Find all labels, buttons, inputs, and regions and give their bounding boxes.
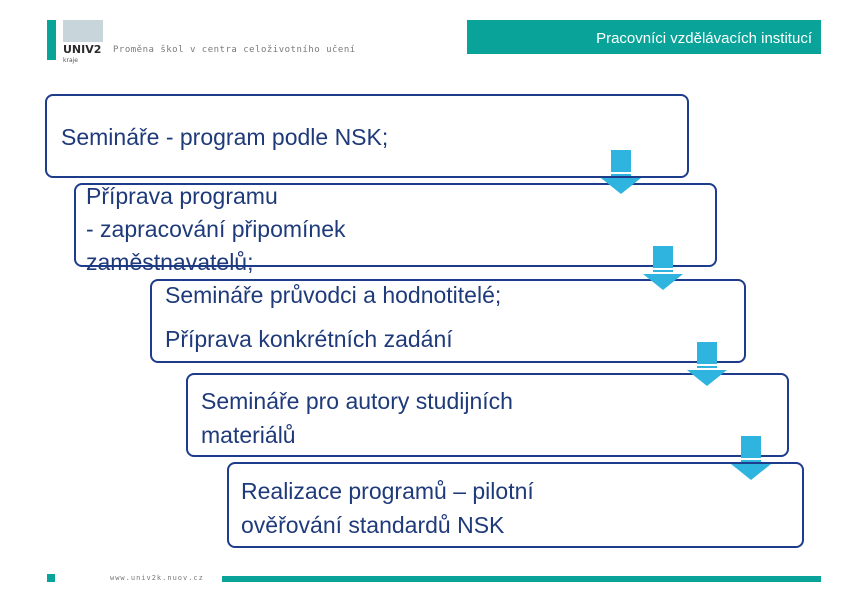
step-text-3: Semináře průvodci a hodnotitelé; Příprava konkrétních zadání [165,282,502,352]
step-text-4: Semináře pro autory studijních materiálů [201,388,513,448]
footer-square [47,574,55,582]
down-arrow-icon [687,342,727,386]
logo-subtext: kraje [63,57,78,64]
logo-bar [47,20,56,60]
footer-url: www.univ2k.nuov.cz [110,574,204,582]
step-text-1: Semináře - program podle NSK; [61,124,389,150]
down-arrow-icon [643,246,683,290]
logo-block [63,20,103,42]
logo-text: UNIV2 [63,43,102,56]
project-subtitle: Proměna škol v centra celoživotního učení [113,45,356,55]
footer-bar [222,576,821,582]
down-arrow-icon [601,150,641,194]
page-title: Pracovníci vzdělávacích institucí [596,30,812,47]
step-text-2: Příprava programu - zapracování připomínek zaměstnavatelů; [86,183,346,275]
down-arrow-icon [731,436,771,480]
step-text-5: Realizace programů – pilotní ověřování standardů NSK [241,478,534,538]
